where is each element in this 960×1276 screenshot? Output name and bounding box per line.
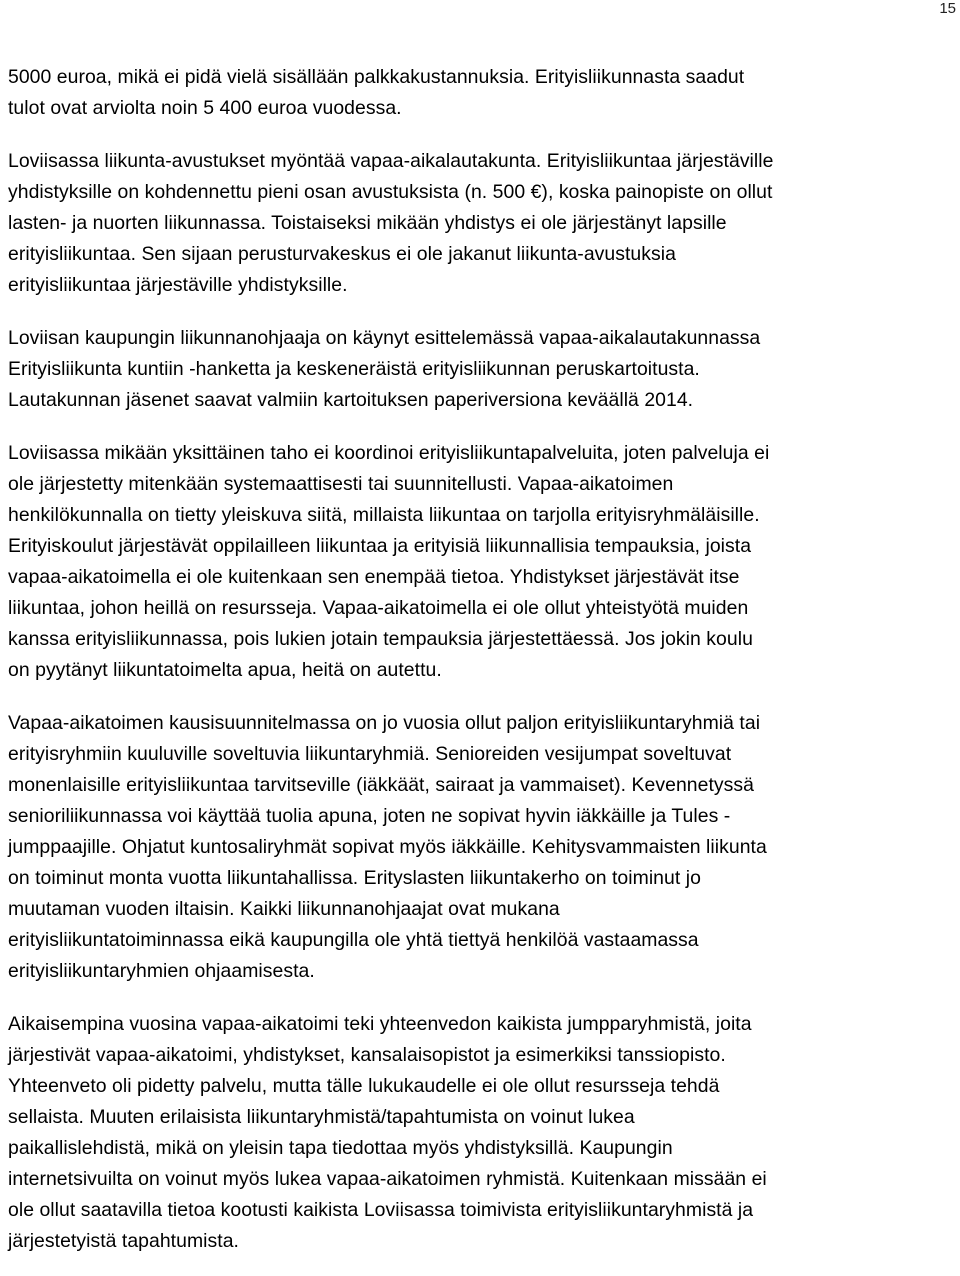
- text-line: vapaa-aikatoimella ei ole kuitenkaan sen enempää tietoa. Yhdistykset järjestävät itse: [8, 566, 740, 588]
- text-line: yhdistyksille on kohdennettu pieni osan avustuksista (n. 500 €), koska painopiste on ollut: [8, 181, 773, 203]
- text-line: erityisliikuntaryhmien ohjaamisesta.: [8, 960, 315, 982]
- text-line: erityisliikuntaa. Sen sijaan perusturvakeskus ei ole jakanut liikunta-avustuksia: [8, 243, 676, 265]
- paragraph-4: [8, 438, 954, 686]
- text-line: on pyytänyt liikuntatoimelta apua, heitä on autettu.: [8, 659, 442, 681]
- text-line: Aikaisempina vuosina vapaa-aikatoimi teki yhteenvedon kaikista jumpparyhmistä, joita: [8, 1013, 752, 1035]
- text-line: Loviisassa mikään yksittäinen taho ei koordinoi erityisliikuntapalveluita, joten palveluja ei: [8, 442, 770, 464]
- text-line: Loviisan kaupungin liikunnanohjaaja on käynyt esittelemässä vapaa-aikalautakunnassa: [8, 327, 761, 349]
- paragraph-6: [8, 1009, 954, 1257]
- text-line: internetsivuilta on voinut myös lukea vapaa-aikatoimen ryhmistä. Kuitenkaan missään ei: [8, 1168, 767, 1190]
- text-line: Lautakunnan jäsenet saavat valmiin kartoituksen paperiversiona keväällä 2014.: [8, 389, 694, 411]
- text-line: erityisliikuntaa järjestäville yhdistyksille.: [8, 274, 348, 296]
- text-line: Loviisassa liikunta-avustukset myöntää vapaa-aikalautakunta. Erityisliikuntaa järjestäville: [8, 150, 774, 172]
- text-line: tulot ovat arviolta noin 5 400 euroa vuodessa.: [8, 97, 402, 119]
- paragraph-2: [8, 146, 954, 301]
- text-line: muutaman vuoden iltaisin. Kaikki liikunnanohjaajat ovat mukana: [8, 898, 560, 920]
- text-line: henkilökunnalla on tietty yleiskuva siitä, millaista liikuntaa on tarjolla erityisryhmäläisille.: [8, 504, 760, 526]
- text-line: 5000 euroa, mikä ei pidä vielä sisällään palkkakustannuksia. Erityisliikunnasta saadut: [8, 66, 745, 88]
- text-line: järjestivät vapaa-aikatoimi, yhdistykset, kansalaisopistot ja esimerkiksi tanssiopisto.: [8, 1044, 726, 1066]
- text-line: ole järjestetty mitenkään systemaattisesti tai suunnitellusti. Vapaa-aikatoimen: [8, 473, 674, 495]
- text-line: senioriliikunnassa voi käyttää tuolia apuna, joten ne sopivat hyvin iäkkäille ja Tules -: [8, 805, 731, 827]
- paragraph-5: [8, 708, 954, 987]
- text-line: paikallislehdistä, mikä on yleisin tapa tiedottaa myös yhdistyksillä. Kaupungin: [8, 1137, 673, 1159]
- document-body: [8, 62, 954, 1257]
- text-line: sellaista. Muuten erilaisista liikuntaryhmistä/tapahtumista on voinut lukea: [8, 1106, 635, 1128]
- text-line: lasten- ja nuorten liikunnassa. Toistaiseksi mikään yhdistys ei ole järjestänyt lapsille: [8, 212, 727, 234]
- text-line: ole ollut saatavilla tietoa kootusti kaikista Loviisassa toimivista erityisliikuntaryhmistä ja: [8, 1199, 754, 1221]
- paragraph-3: [8, 323, 954, 416]
- text-line: jumppaajille. Ohjatut kuntosaliryhmät sopivat myös iäkkäille. Kehitysvammaisten liikunta: [8, 836, 767, 858]
- paragraph-1: [8, 62, 954, 124]
- text-line: erityisliikuntatoiminnassa eikä kaupungilla ole yhtä tiettyä henkilöä vastaamassa: [8, 929, 699, 951]
- text-line: Erityiskoulut järjestävät oppilailleen liikuntaa ja erityisiä liikunnallisia tempauksia, joista: [8, 535, 752, 557]
- text-line: monenlaisille erityisliikuntaa tarvitseville (iäkkäät, sairaat ja vammaiset). Kevennetyssä: [8, 774, 754, 796]
- text-line: on toiminut monta vuotta liikuntahallissa. Erityslasten liikuntakerho on toiminut jo: [8, 867, 701, 889]
- text-line: liikuntaa, johon heillä on resursseja. Vapaa-aikatoimella ei ole ollut yhteistyötä muiden: [8, 597, 749, 619]
- page-number: 15: [939, 0, 956, 17]
- text-line: järjestetyistä tapahtumista.: [8, 1230, 239, 1252]
- text-line: kanssa erityisliikunnassa, pois lukien jotain tempauksia järjestettäessä. Jos jokin koulu: [8, 628, 753, 650]
- text-line: Erityisliikunta kuntiin -hanketta ja keskeneräistä erityisliikunnan peruskartoitusta.: [8, 358, 700, 380]
- text-line: Yhteenveto oli pidetty palvelu, mutta tälle lukukaudelle ei ole ollut resursseja tehdä: [8, 1075, 720, 1097]
- text-line: Vapaa-aikatoimen kausisuunnitelmassa on jo vuosia ollut paljon erityisliikuntaryhmiä tai: [8, 712, 761, 734]
- text-line: erityisryhmiin kuuluville soveltuvia liikuntaryhmiä. Senioreiden vesijumpat soveltuvat: [8, 743, 732, 765]
